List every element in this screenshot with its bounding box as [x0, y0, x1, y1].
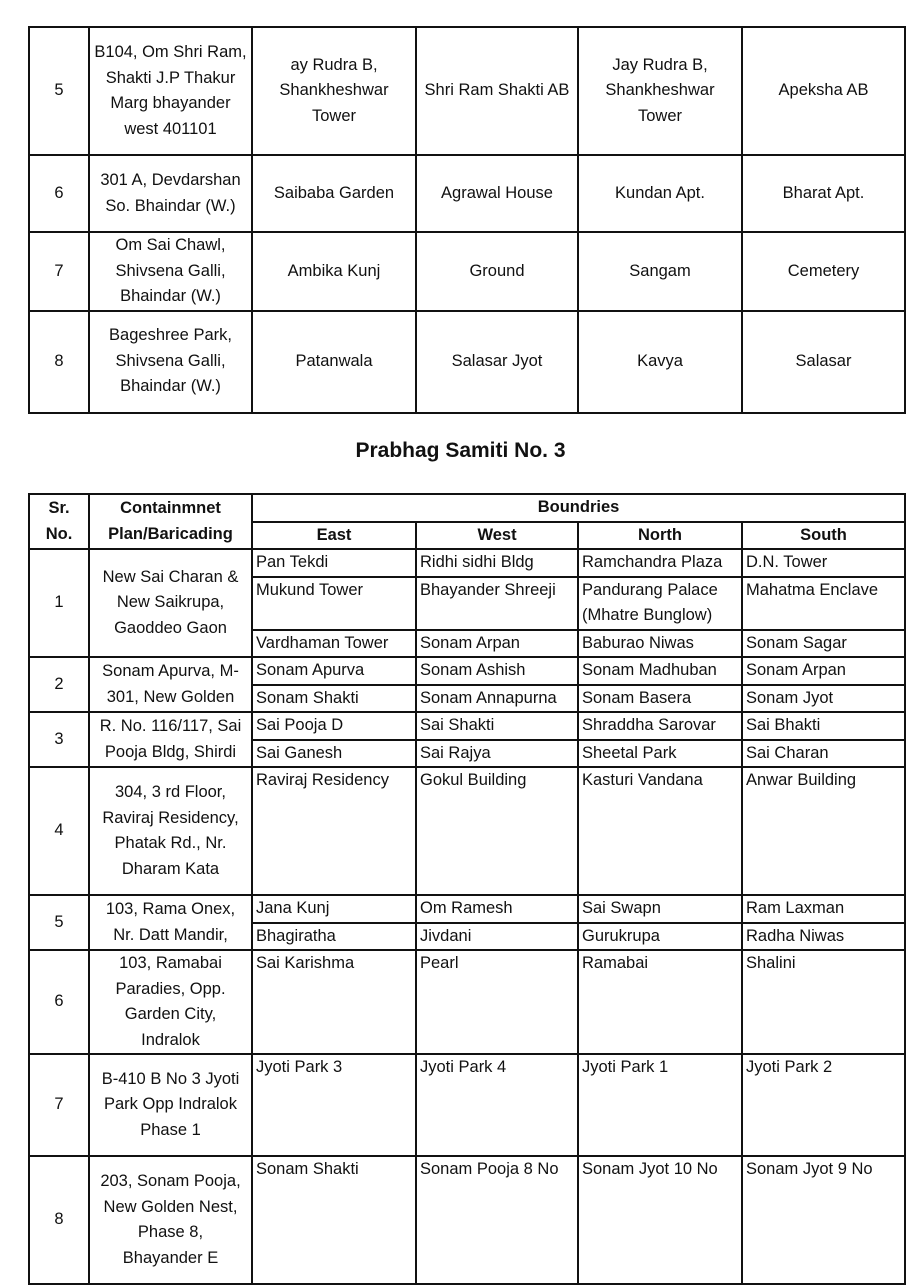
plan-address: Sonam Apurva, M-301, New Golden — [89, 657, 252, 712]
south-boundary: Salasar — [742, 311, 905, 413]
north-boundary: Kasturi Vandana — [578, 767, 742, 895]
west-boundary: Shri Ram Shakti AB — [416, 27, 578, 155]
south-boundary: Sonam Arpan — [742, 657, 905, 685]
prabhag-3-boundaries-table — [28, 493, 906, 1285]
plan-address: R. No. 116/117, Sai Pooja Bldg, Shirdi — [89, 712, 252, 767]
sr-no: 6 — [29, 155, 89, 232]
sr-no: 7 — [29, 1054, 89, 1156]
east-boundary: Sonam Shakti — [252, 1156, 416, 1284]
section-title: Prabhag Samiti No. 3 — [355, 439, 566, 462]
south-boundary: Shalini — [742, 950, 905, 1054]
north-header: North — [578, 522, 742, 550]
sr-no: 8 — [29, 1156, 89, 1284]
table-row — [29, 155, 905, 232]
sr-no: 4 — [29, 767, 89, 895]
continued-boundaries-table — [28, 26, 906, 414]
north-boundary: Sonam Basera — [578, 685, 742, 713]
south-boundary: Mahatma Enclave — [742, 577, 905, 630]
plan-address: New Sai Charan & New Saikrupa, Gaoddeo Gaon — [89, 549, 252, 657]
west-boundary: Jivdani — [416, 923, 578, 951]
sr-no: 1 — [29, 549, 89, 657]
south-boundary: Sai Charan — [742, 740, 905, 768]
west-boundary: Ground — [416, 232, 578, 311]
north-boundary: Sai Swapn — [578, 895, 742, 923]
east-boundary: Bhagiratha — [252, 923, 416, 951]
east-boundary: Saibaba Garden — [252, 155, 416, 232]
plan-address: 301 A, Devdarshan So. Bhaindar (W.) — [89, 155, 252, 232]
west-boundary: Agrawal House — [416, 155, 578, 232]
south-boundary: Sonam Jyot 9 No — [742, 1156, 905, 1284]
table-row — [29, 311, 905, 413]
east-boundary: Sai Pooja D — [252, 712, 416, 740]
north-boundary: Jay Rudra B, Shankheshwar Tower — [578, 27, 742, 155]
north-boundary: Pandurang Palace (Mhatre Bunglow) — [578, 577, 742, 630]
table-row — [29, 767, 905, 895]
sr-no: 5 — [29, 27, 89, 155]
table-row — [29, 27, 905, 155]
west-boundary: Om Ramesh — [416, 895, 578, 923]
plan-address: B104, Om Shri Ram, Shakti J.P Thakur Marg bhayander west 401101 — [89, 27, 252, 155]
west-boundary: Sai Shakti — [416, 712, 578, 740]
table-row — [29, 1054, 905, 1156]
west-header: West — [416, 522, 578, 550]
plan-address: 103, Ramabai Paradies, Opp. Garden City, Indralok — [89, 950, 252, 1054]
south-boundary: Jyoti Park 2 — [742, 1054, 905, 1156]
west-boundary: Pearl — [416, 950, 578, 1054]
plan-address: Bageshree Park, Shivsena Galli, Bhaindar (W.) — [89, 311, 252, 413]
north-boundary: Shraddha Sarovar — [578, 712, 742, 740]
east-boundary: Jana Kunj — [252, 895, 416, 923]
boundaries-header: Boundries — [252, 494, 905, 522]
west-boundary: Sonam Pooja 8 No — [416, 1156, 578, 1284]
sr-no-header: Sr. No. — [29, 494, 89, 549]
west-boundary: Sonam Annapurna — [416, 685, 578, 713]
east-boundary: Patanwala — [252, 311, 416, 413]
north-boundary: Sonam Madhuban — [578, 657, 742, 685]
plan-address: 304, 3 rd Floor, Raviraj Residency, Phatak Rd., Nr. Dharam Kata — [89, 767, 252, 895]
table-row — [29, 1156, 905, 1284]
sr-no: 7 — [29, 232, 89, 311]
east-boundary: Vardhaman Tower — [252, 630, 416, 658]
table-row — [29, 549, 905, 577]
south-boundary: Sonam Sagar — [742, 630, 905, 658]
west-boundary: Sonam Arpan — [416, 630, 578, 658]
north-boundary: Ramabai — [578, 950, 742, 1054]
plan-address: B-410 B No 3 Jyoti Park Opp Indralok Phase 1 — [89, 1054, 252, 1156]
north-boundary: Jyoti Park 1 — [578, 1054, 742, 1156]
plan-address: Om Sai Chawl, Shivsena Galli, Bhaindar (W.) — [89, 232, 252, 311]
south-boundary: Ram Laxman — [742, 895, 905, 923]
east-boundary: Raviraj Residency — [252, 767, 416, 895]
west-boundary: Sonam Ashish — [416, 657, 578, 685]
south-boundary: Apeksha AB — [742, 27, 905, 155]
west-boundary: Ridhi sidhi Bldg — [416, 549, 578, 577]
plan-address: 203, Sonam Pooja, New Golden Nest, Phase 8, Bhayander E — [89, 1156, 252, 1284]
table-row — [29, 657, 905, 685]
south-boundary: Sonam Jyot — [742, 685, 905, 713]
east-boundary: Sonam Shakti — [252, 685, 416, 713]
west-boundary: Salasar Jyot — [416, 311, 578, 413]
south-boundary: Cemetery — [742, 232, 905, 311]
east-boundary: Sai Karishma — [252, 950, 416, 1054]
south-boundary: Anwar Building — [742, 767, 905, 895]
table-row — [29, 950, 905, 1054]
east-boundary: ay Rudra B, Shankheshwar Tower — [252, 27, 416, 155]
west-boundary: Gokul Building — [416, 767, 578, 895]
east-boundary: Sai Ganesh — [252, 740, 416, 768]
west-boundary: Sai Rajya — [416, 740, 578, 768]
east-boundary: Mukund Tower — [252, 577, 416, 630]
east-boundary: Ambika Kunj — [252, 232, 416, 311]
north-boundary: Ramchandra Plaza — [578, 549, 742, 577]
sr-no: 8 — [29, 311, 89, 413]
north-boundary: Kavya — [578, 311, 742, 413]
west-boundary: Bhayander Shreeji — [416, 577, 578, 630]
north-boundary: Gurukrupa — [578, 923, 742, 951]
south-boundary: Bharat Apt. — [742, 155, 905, 232]
sr-no: 5 — [29, 895, 89, 950]
north-boundary: Kundan Apt. — [578, 155, 742, 232]
south-boundary: Sai Bhakti — [742, 712, 905, 740]
east-header: East — [252, 522, 416, 550]
table-row — [29, 232, 905, 311]
west-boundary: Jyoti Park 4 — [416, 1054, 578, 1156]
sr-no: 3 — [29, 712, 89, 767]
table-row — [29, 712, 905, 740]
east-boundary: Jyoti Park 3 — [252, 1054, 416, 1156]
east-boundary: Sonam Apurva — [252, 657, 416, 685]
sr-no: 6 — [29, 950, 89, 1054]
plan-header: Containmnet Plan/Baricading — [89, 494, 252, 549]
sr-no: 2 — [29, 657, 89, 712]
east-boundary: Pan Tekdi — [252, 549, 416, 577]
south-header: South — [742, 522, 905, 550]
south-boundary: Radha Niwas — [742, 923, 905, 951]
north-boundary: Sheetal Park — [578, 740, 742, 768]
north-boundary: Sangam — [578, 232, 742, 311]
south-boundary: D.N. Tower — [742, 549, 905, 577]
north-boundary: Sonam Jyot 10 No — [578, 1156, 742, 1284]
table-row — [29, 895, 905, 923]
north-boundary: Baburao Niwas — [578, 630, 742, 658]
plan-address: 103, Rama Onex, Nr. Datt Mandir, — [89, 895, 252, 950]
